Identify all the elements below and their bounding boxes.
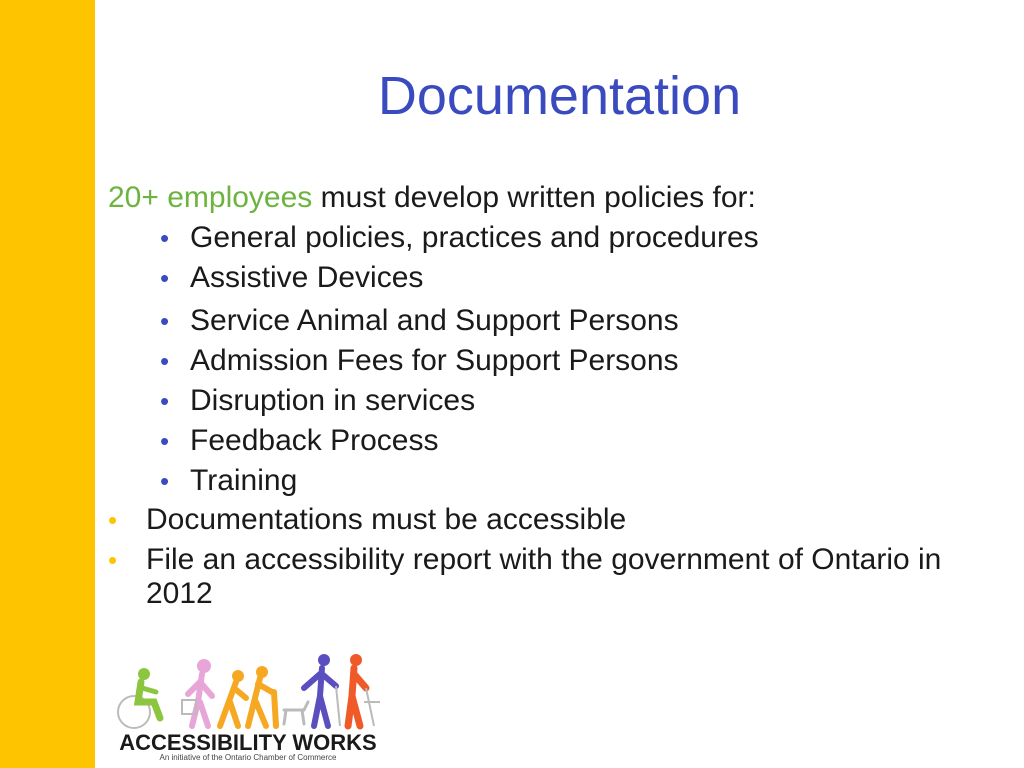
bullet-icon: • (160, 386, 170, 416)
logo-tagline: An initiative of the Ontario Chamber of Commerce (159, 753, 337, 762)
logo-wordmark: ACCESSIBILITY WORKS (119, 730, 377, 755)
list-item: • Feedback Process (160, 421, 988, 461)
lead-highlight: 20+ employees (108, 181, 313, 214)
list-item: • Admission Fees for Support Persons (160, 341, 988, 381)
bullet-icon: • (160, 426, 170, 456)
requirements-list (108, 503, 988, 611)
bullet-icon: • (108, 545, 118, 575)
list-item: • Service Animal and Support Persons (160, 301, 988, 341)
lead-text: must develop written policies for: (312, 181, 756, 214)
bullet-icon: • (160, 306, 170, 336)
accessibility-works-logo (108, 652, 388, 764)
people-figures-icon (108, 652, 388, 732)
bullet-icon: • (160, 223, 170, 253)
bullet-icon: • (160, 346, 170, 376)
list-item: • File an accessibility report with the government of Ontario in 2012 (108, 543, 942, 610)
slide-title: Documentation (377, 66, 742, 126)
policy-list (108, 218, 988, 501)
lead-line (108, 178, 988, 218)
list-item: • Disruption in services (160, 381, 988, 421)
bullet-icon: • (160, 466, 170, 496)
left-accent-bar (0, 0, 95, 768)
bullet-icon: • (108, 505, 118, 535)
list-item: • Documentations must be accessible (108, 503, 627, 536)
list-item: • Training (160, 461, 988, 501)
slide-body (108, 178, 988, 617)
list-item: • General policies, practices and procedures (160, 218, 988, 258)
bullet-icon: • (160, 263, 170, 293)
list-item: • Assistive Devices (160, 258, 988, 298)
